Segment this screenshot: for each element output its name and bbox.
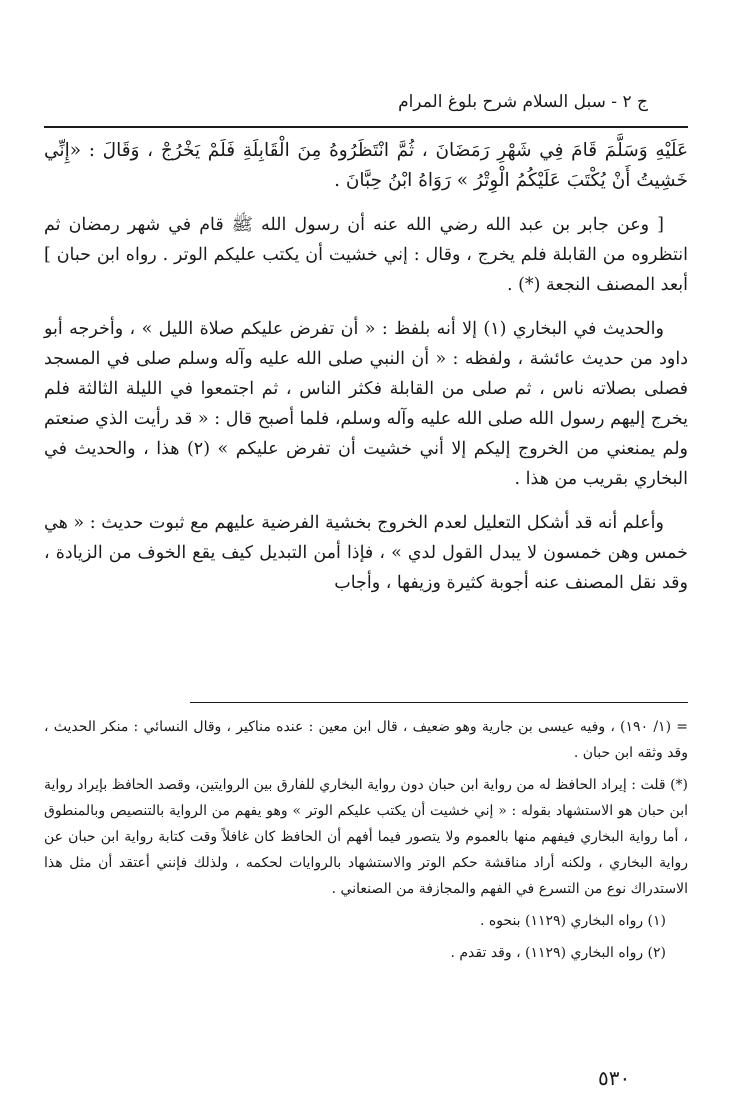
paragraph-bukhari: والحديث في البخاري (١) إلا أنه بلفظ : « أن تفرض عليكم صلاة الليل » ، وأخرجه أبو داود من حديث عائشة ، ولفظه : « أن النبي صلى الله عليه وآله وسلم صلى في المسجد فصلى بصلاته ناس ، ثم صلى من القابلة فكثر الناس ، ثم اجتمعوا في الليلة الثالثة فلم يخرج إليهم رسول الله صلى الله عليه وآله وسلم، فلما أصبح قال : « قد رأيت الذي صنعتم ولم يمنعني من الخروج إليكم إلا أني خشيت أن تفرض عليكم » (٢) هذا ، والحديث في البخاري بقريب من هذا . [44, 319, 688, 489]
paragraph-explanation: وأعلم أنه قد أشكل التعليل لعدم الخروج بخشية الفرضية عليهم مع ثبوت حديث : « هي خمس وهن خمسون لا يبدل القول لدي » ، فإذا أمن التبديل كيف يقع الخوف من الزيادة ، وقد نقل المصنف عنه أجوبة كثيرة وزيفها ، وأجاب [44, 513, 688, 593]
hadith-continuation: عَلَيْهِ وَسَلَّمَ قَامَ فِي شَهْرِ رَمَضَانَ ، ثُمَّ انْتَظَرُوهُ مِنَ الْقَابِلَةِ فَلَمْ يَخْرُجْ ، وَقَالَ : «إِنِّي خَشِيتُ أَنْ يُكْتَبَ عَلَيْكُمُ الْوِتْرُ » رَوَاهُ ابْنُ حِبَّانَ . [44, 140, 688, 191]
footnote-star: (*) قلت : إيراد الحافظ له من رواية ابن حبان دون رواية البخاري للفارق بين الروايتين، وقصد الحافظ بإيراد رواية ابن حبان هو الاستشهاد بقوله : « إني خشيت أن يكتب عليكم الوتر » وهو يفهم من الرواية بالتنصيص وبالمنطوق ، أما رواية البخاري فيفهم منها بالعموم ولا يتصور فيما أفهم أن الحافظ كان غافلاً وقت كتابة رواية ابن حبان عن رواية البخاري ، ولكنه أراد مناقشة حكم الوتر والاستشهاد بالروايات لحكمه ، ولذلك فإنني أعتقد أن مثل هذا الاستدراك نوع من التسرع في الفهم والمجازفة من الصنعاني . [44, 777, 688, 897]
paragraph-jabir-hadith: [ وعن جابر بن عبد الله رضي الله عنه أن رسول الله ﷺ قام في شهر رمضان ثم انتظروه من القابلة فلم يخرج ، وقال : إني خشيت أن يكتب عليكم الوتر . رواه ابن حبان ] أبعد المصنف النجعة (*) . [44, 215, 688, 295]
footnote-2: (٢) رواه البخاري (١١٢٩) ، وقد تقدم . [450, 945, 666, 961]
main-text [44, 136, 688, 598]
page-number: ٥٣٠ [598, 1066, 631, 1090]
footnotes [44, 714, 688, 966]
footnote-continuation: = (١/ ١٩٠) ، وفيه عيسى بن جارية وهو ضعيف ، قال ابن معين : عنده مناكير ، وقال النسائي : منكر الحديث ، وقد وثقه ابن حبان . [44, 719, 688, 761]
running-header: ج ٢ - سبل السلام شرح بلوغ المرام [398, 92, 648, 112]
header-rule [44, 126, 688, 128]
footnote-separator [190, 702, 688, 703]
footnote-1: (١) رواه البخاري (١١٢٩) بنحوه . [479, 913, 666, 929]
